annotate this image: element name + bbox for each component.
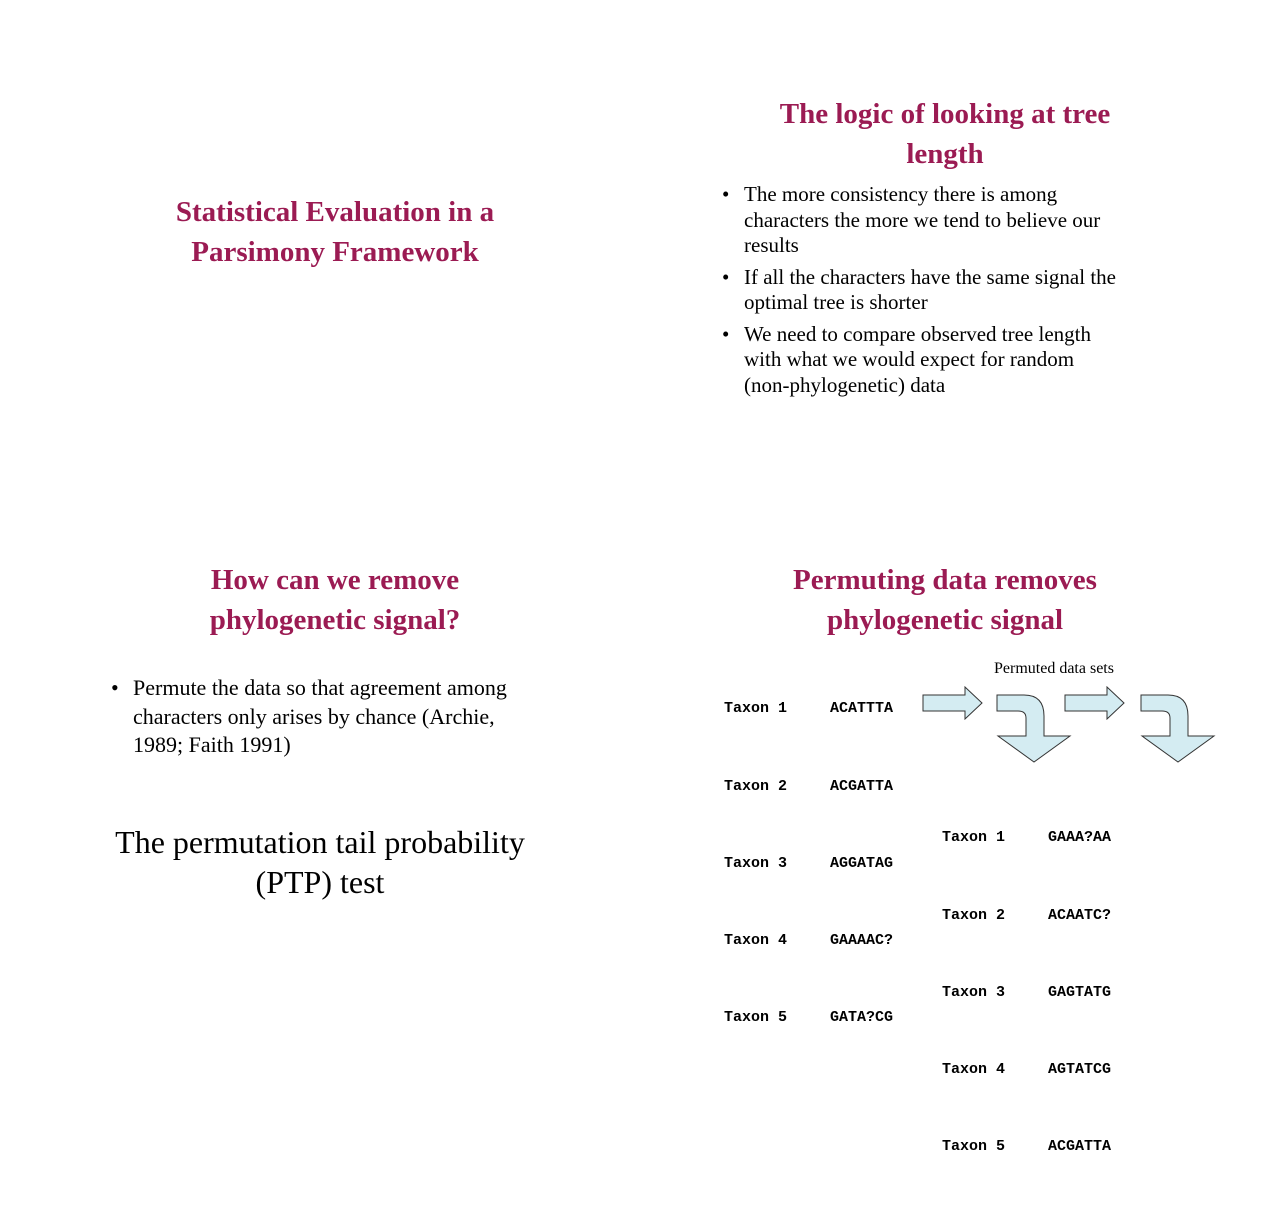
slide-title <box>700 94 1190 174</box>
title-line-2: length <box>906 138 984 170</box>
ptp-line-2: (PTP) test <box>255 864 385 900</box>
taxon-sequence: GAGTATG <box>1048 983 1112 1001</box>
bullet-text: results <box>744 233 799 257</box>
bullet-item <box>722 182 1190 259</box>
slide-remove-signal <box>90 560 580 900</box>
taxon-name: Taxon 5 <box>724 1008 788 1026</box>
taxon-name: Taxon 5 <box>942 1137 1006 1155</box>
original-data-matrix <box>724 645 893 1082</box>
taxon-row <box>942 1057 1111 1083</box>
taxon-sequence: AGTATCG <box>1048 1060 1112 1078</box>
taxon-sequence: ACGATTA <box>830 777 894 795</box>
right-arrow-icon <box>1064 686 1126 720</box>
ptp-line-1: The permutation tail probability <box>115 824 525 860</box>
ptp-test-heading <box>70 822 570 902</box>
taxon-row <box>724 696 893 722</box>
title-line-1: Permuting data removes <box>793 564 1097 596</box>
taxon-row <box>724 851 893 877</box>
slide-permuting-data <box>700 560 1240 1155</box>
right-arrow-icon <box>922 686 984 720</box>
taxon-sequence: ACGATTA <box>1048 1137 1112 1155</box>
curved-down-arrow-icon <box>996 694 1072 764</box>
taxon-sequence: GAAAAC? <box>830 931 894 949</box>
slide-title <box>90 560 580 640</box>
taxon-row <box>942 825 1111 851</box>
slide-tree-length-logic <box>700 94 1190 404</box>
taxon-sequence: ACATTTA <box>830 700 894 718</box>
bullet-text: (non-phylogenetic) data <box>744 372 946 397</box>
title-line-1: The logic of looking at tree <box>779 98 1111 130</box>
slide-title <box>90 192 580 272</box>
taxon-name: Taxon 3 <box>724 854 788 872</box>
title-line-2: phylogenetic signal? <box>209 604 461 636</box>
taxon-sequence: ACAATC? <box>1048 906 1112 924</box>
taxon-name: Taxon 2 <box>942 906 1006 924</box>
slide-title <box>700 560 1190 640</box>
bullet-item <box>722 322 1190 399</box>
taxon-name: Taxon 2 <box>724 777 788 795</box>
taxon-name: Taxon 1 <box>724 700 788 718</box>
taxon-row <box>724 774 893 800</box>
bullet-text: If all the characters have the same signal the <box>744 264 1116 289</box>
title-line-2: phylogenetic signal <box>826 604 1064 636</box>
bullet-text: Permute the data so that agreement among <box>133 675 507 700</box>
taxon-name: Taxon 3 <box>942 983 1006 1001</box>
taxon-row <box>724 1005 893 1031</box>
bullet-text: characters only arises by chance (Archie, <box>133 703 495 729</box>
taxon-name: Taxon 4 <box>942 1060 1006 1078</box>
permuted-data-sets-label: Permuted data sets <box>994 660 1114 677</box>
bullet-text: with what we would expect for random <box>744 347 1075 371</box>
taxon-row <box>942 1134 1111 1160</box>
bullet-item <box>722 265 1190 316</box>
bullet-list <box>722 182 1190 398</box>
title-line-1: Statistical Evaluation in a <box>175 196 495 228</box>
taxon-row <box>942 980 1111 1006</box>
taxon-name: Taxon 1 <box>942 829 1006 847</box>
title-line-2: Parsimony Framework <box>191 236 479 268</box>
permuted-data-matrix <box>942 774 1111 1211</box>
taxon-sequence: AGGATAG <box>830 854 894 872</box>
taxon-sequence: GATA?CG <box>830 1008 894 1026</box>
bullet-list <box>111 674 580 760</box>
curved-down-arrow-icon <box>1140 694 1216 764</box>
taxon-row <box>942 903 1111 929</box>
bullet-text: characters the more we tend to believe our <box>744 207 1101 232</box>
taxon-name: Taxon 4 <box>724 931 788 949</box>
bullet-text: We need to compare observed tree length <box>744 321 1091 346</box>
title-line-1: How can we remove <box>210 564 460 596</box>
taxon-row <box>724 928 893 954</box>
bullet-text: The more consistency there is among <box>744 182 1058 206</box>
bullet-item <box>111 674 580 760</box>
bullet-text: optimal tree is shorter <box>744 290 928 314</box>
taxon-sequence: GAAA?AA <box>1048 829 1112 847</box>
slide-statistical-evaluation <box>90 192 580 272</box>
bullet-text: 1989; Faith 1991) <box>133 732 291 757</box>
